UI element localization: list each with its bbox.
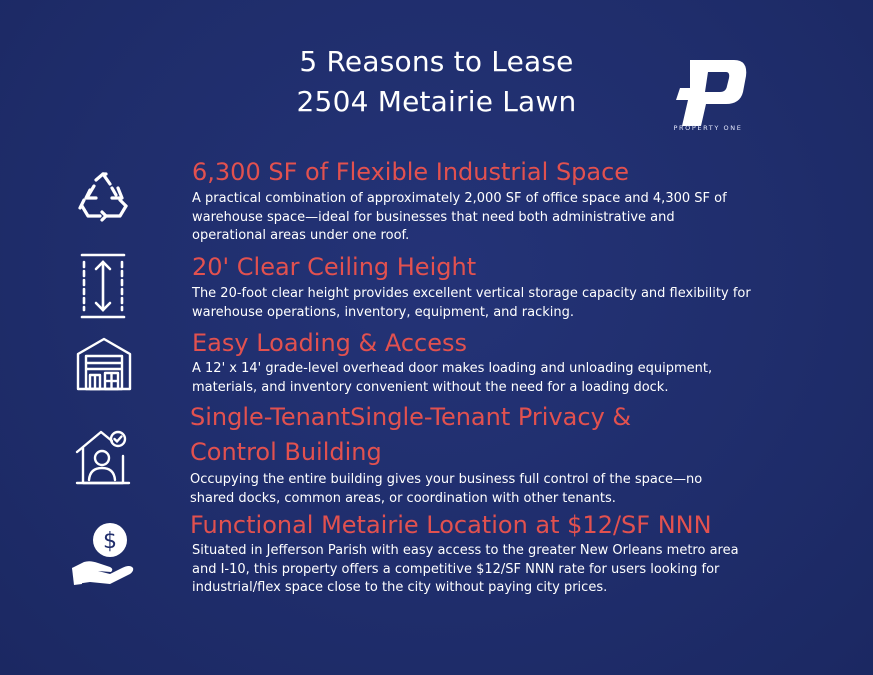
title-line-2: 2504 Metairie Lawn bbox=[296, 85, 577, 118]
home-person-icon bbox=[74, 428, 132, 486]
money-hand-icon bbox=[70, 522, 136, 586]
logo-text: PROPERTY ONE bbox=[673, 124, 743, 132]
ceiling-height-icon bbox=[80, 252, 126, 320]
reason-3-text: A 12' x 14' grade-level overhead door makes loading and unloading equipment, materials, and inventory convenient without the need for a loading dock. bbox=[192, 361, 713, 395]
reason-4-heading-line-1: Single-TenantSingle-Tenant Privacy & bbox=[190, 403, 632, 431]
warehouse-icon bbox=[75, 336, 133, 392]
reason-3-heading: Easy Loading & Access bbox=[192, 329, 468, 357]
reason-5-heading: Functional Metairie Location at $12/SF NNN bbox=[190, 511, 712, 539]
reason-2-text: The 20-foot clear height provides excellent vertical storage capacity and flexibility for warehouse operations, inventory, equipment, and racking. bbox=[192, 286, 751, 320]
reason-2-heading: 20' Clear Ceiling Height bbox=[192, 253, 477, 281]
reason-4-text: Occupying the entire building gives your business full control of the space—no shared docks, common areas, or coordination with other tenants. bbox=[190, 472, 703, 506]
property-one-logo bbox=[668, 52, 748, 134]
svg-text:$: $ bbox=[103, 529, 117, 554]
reason-1-heading: 6,300 SF of Flexible Industrial Space bbox=[192, 158, 630, 186]
reason-1-text: A practical combination of approximately 2,000 SF of office space and 4,300 SF of warehouse space—ideal for businesses that need both administrative and operational areas under one roof. bbox=[192, 191, 727, 243]
title-line-1: 5 Reasons to Lease bbox=[299, 45, 574, 78]
reason-4-heading-line-2: Control Building bbox=[190, 438, 382, 466]
reason-5-text: Situated in Jefferson Parish with easy access to the greater New Orleans metro area and I-10, this property offers a competitive $12/SF NNN rate for users looking for industrial/flex space close to the city without paying city prices. bbox=[192, 543, 739, 595]
recycle-icon bbox=[76, 170, 130, 224]
